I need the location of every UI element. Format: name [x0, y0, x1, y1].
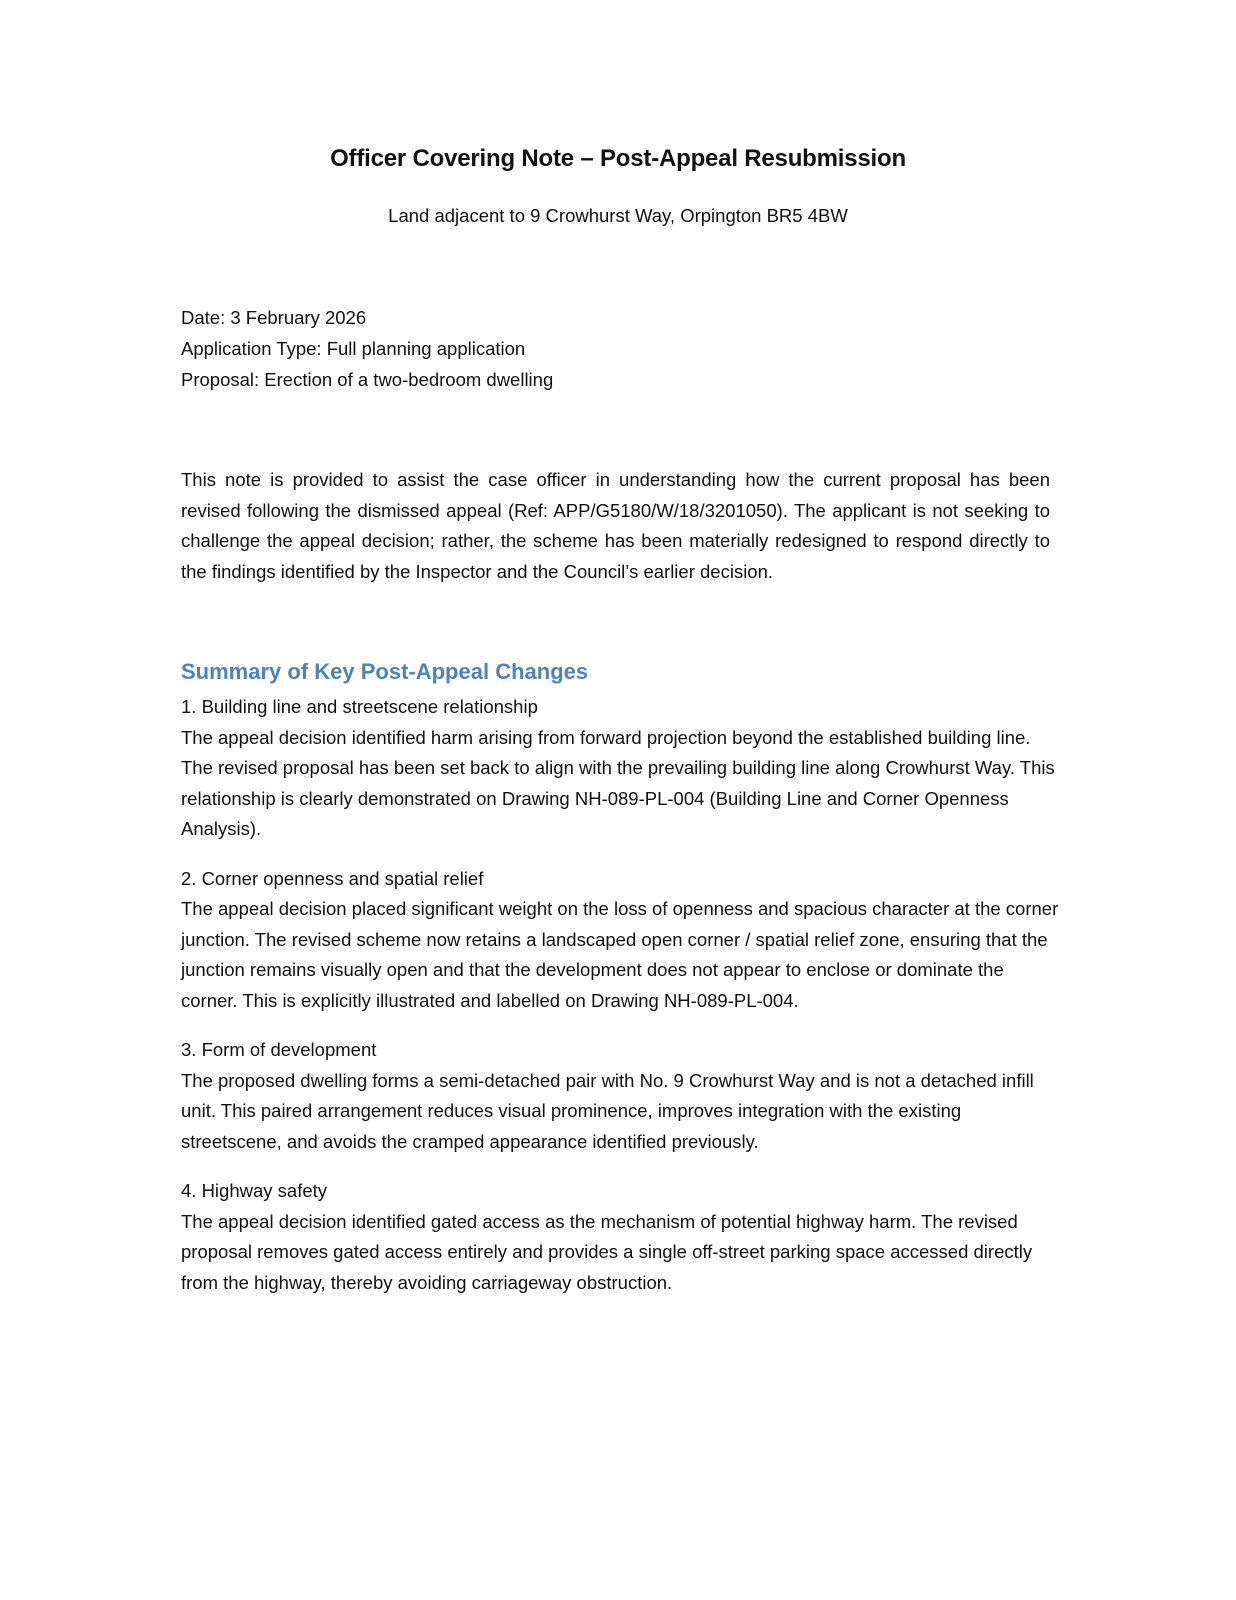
- change-body: The appeal decision identified gated access as the mechanism of potential highway harm. The revised proposal removes gated access entirely and provides a single off-street parking space accessed directly from the highway, thereby avoiding carriageway obstruction.: [181, 1210, 1033, 1293]
- change-item-building-line: [181, 692, 1061, 845]
- page-title: Officer Covering Note – Post-Appeal Resubmission: [330, 145, 906, 172]
- change-title: 1. Building line and streetscene relationship: [181, 696, 538, 717]
- application-type-line: Application Type: Full planning application: [181, 338, 526, 359]
- change-title: 3. Form of development: [181, 1039, 377, 1060]
- intro-paragraph: This note is provided to assist the case officer in understanding how the current proposal has been revised following the dismissed appeal (Ref: APP/G5180/W/18/3201050). The applicant is not seeking to challenge the appeal decision; rather, the scheme has been materially redesigned to respond directly to the findings identified by the Inspector and the Council’s earlier decision.: [181, 469, 1050, 582]
- change-item-form-of-development: [181, 1035, 1061, 1157]
- date-line: Date: 3 February 2026: [181, 307, 367, 328]
- site-address: Land adjacent to 9 Crowhurst Way, Orpington BR5 4BW: [388, 205, 848, 226]
- change-body: The appeal decision identified harm arising from forward projection beyond the established building line. The revised proposal has been set back to align with the prevailing building line along Crowhurst Way. This relationship is clearly demonstrated on Drawing NH-089-PL-004 (Building Line and Corner Openness Analysis).: [181, 726, 1055, 839]
- change-title: 2. Corner openness and spatial relief: [181, 867, 484, 889]
- section-heading: Summary of Key Post-Appeal Changes: [181, 659, 589, 684]
- change-title: 4. Highway safety: [181, 1180, 328, 1201]
- proposal-line: Proposal: Erection of a two-bedroom dwelling: [181, 369, 554, 390]
- change-body: The proposed dwelling forms a semi-detached pair with No. 9 Crowhurst Way and is not a detached infill unit. This paired arrangement reduces visual prominence, improves integration with the existing streetscene, and avoids the cramped appearance identified previously.: [181, 1069, 1034, 1152]
- application-details: [181, 302, 1061, 395]
- change-item-highway-safety: [181, 1176, 1061, 1298]
- change-item-corner-openness: [181, 864, 1061, 1017]
- change-body: The appeal decision placed significant weight on the loss of openness and spacious character at the corner junction. The revised scheme now retains a landscaped open corner / spatial relief zone, ensuring that the junction remains visually open and that the development does not appear to enclose or dominate the corner. This is explicitly illustrated and labelled on Drawing NH-089-PL-004.: [181, 898, 1059, 1011]
- changes-list: [181, 692, 1061, 1317]
